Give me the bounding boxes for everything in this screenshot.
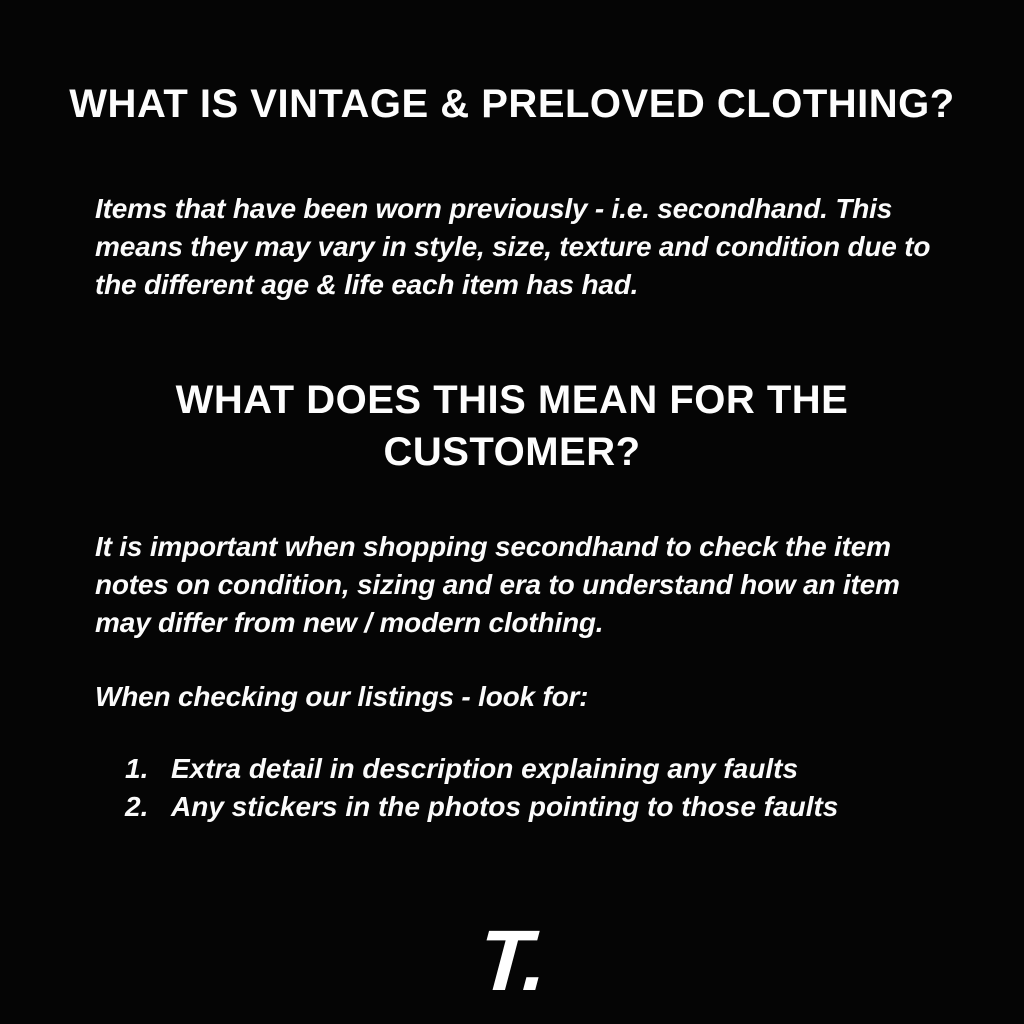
intro-paragraph: Items that have been worn previously - i.e. secondhand. This means they may vary in style, size, texture and condition due to the different age & life each item has had. (95, 193, 931, 300)
customer-section-body: It is important when shopping secondhand to check the item notes on condition, sizing and era to understand how an item may differ from new / modern clothing. (95, 531, 900, 638)
customer-section-heading: WHAT DOES THIS MEAN FOR THE CUSTOMER? (175, 378, 849, 474)
checklist-item (125, 788, 945, 826)
checklist-item-text: Any stickers in the photos pointing to those faults (171, 791, 839, 822)
checklist-item-text: Extra detail in description explaining any faults (171, 753, 799, 784)
checklist-item (125, 750, 945, 788)
checklist-item-number: 1. (125, 753, 149, 784)
page-title: WHAT IS VINTAGE & PRELOVED CLOTHING? (69, 82, 955, 126)
checklist-intro: When checking our listings - look for: (95, 681, 589, 712)
checklist (125, 750, 945, 826)
brand-logo: T. (475, 913, 549, 1009)
checklist-item-number: 2. (125, 791, 149, 822)
